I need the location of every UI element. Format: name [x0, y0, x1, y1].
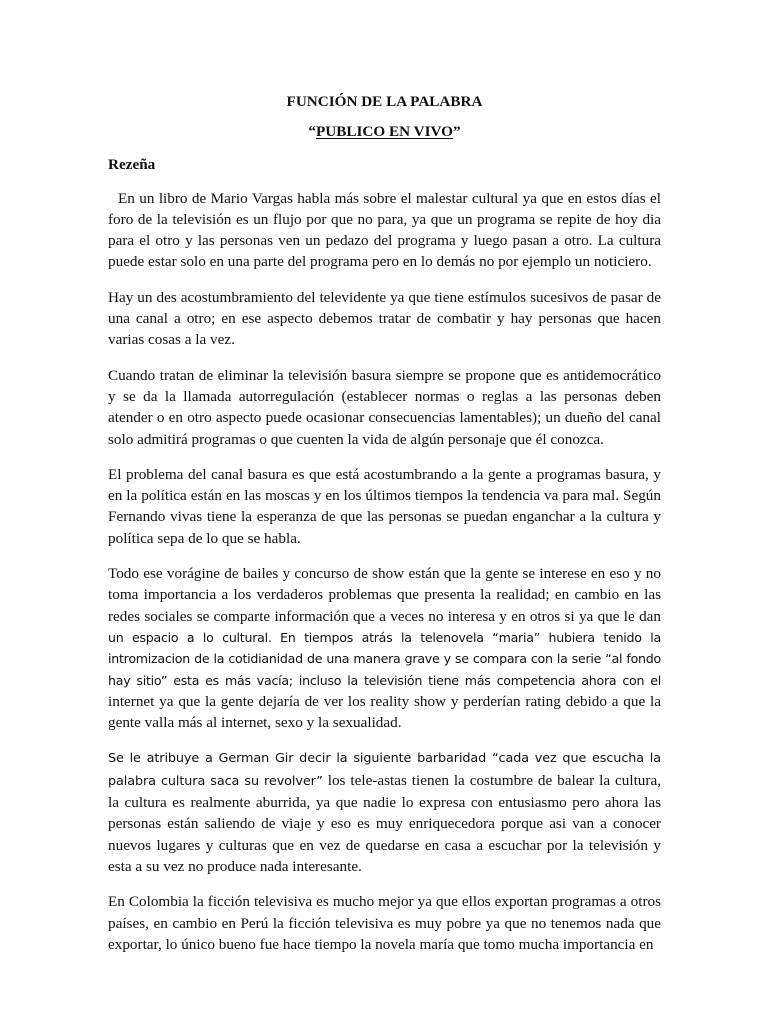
document-subtitle [108, 121, 661, 142]
paragraph-5-part-1: Todo ese vorágine de bailes y concurso de show están que la gente se interese en eso y no toma importancia a los verdaderos problemas que presenta la realidad; en cambio en las redes sociales se comparte información que a veces no interesa y en otros si ya que le dan [108, 565, 661, 625]
subtitle-text: PUBLICO EN VIVO [316, 123, 453, 140]
paragraph-3: Cuando tratan de eliminar la televisión basura siempre se propone que es antidemocrático y se da la llamada autorregulación (establecer normas o reglas a las personas deben atender o en otro aspecto puede ocasionar consecuencias lamentables); un dueño del canal solo admitirá programas o que cuenten la vida de algún personaje que él conozca. [108, 366, 661, 448]
paragraph-5 [108, 563, 661, 733]
paragraph-5-part-2: un espacio a lo cultural. En tiempos atrás la telenovela “maria” hubiera tenido la intromizacion de la cotidianidad de una manera grave y se compara con la serie “al fondo hay sitio” esta es más vacía; incluso la televisión tiene más competencia ahora con el [108, 629, 661, 688]
paragraph-7: En Colombia la ficción televisiva es mucho mejor ya que ellos exportan programas a otros países, en cambio en Perú la ficción televisiva es muy pobre ya que no tenemos nada que exportar, lo único bueno fue hace tiempo la novela maría que tomo mucha importancia en [108, 893, 661, 953]
paragraph-6-part-2: los tele-astas tienen la costumbre de balear la cultura, la cultura es realmente aburrida, ya que nadie lo expresa con entusiasmo pero ahora las personas están saliendo de viaje y eso es muy enriquecedora porque asi van a conocer nuevos lugares y culturas que en vez de quedarse en casa a escuchar por la televisión y esta a su vez no produce nada interesante. [108, 771, 661, 875]
paragraph-6-part-1: Se le atribuye a German Gir decir la siguiente barbaridad “cada vez que escucha la palabra cultura saca su revolver” [108, 751, 661, 789]
paragraph-1: En un libro de Mario Vargas habla más sobre el malestar cultural ya que en estos días el foro de la televisión es un flujo por que no para, ya que un programa se repite de hoy dia para el otro y las personas ven un pedazo del programa y luego pasan a otro. La cultura puede estar solo en una parte del programa pero en lo demás no por ejemplo un noticiero. [108, 189, 661, 271]
paragraph-5-part-3: internet ya que la gente dejaría de ver los reality show y perderían rating debido a que la gente valla más al internet, sexo y la sexualidad. [108, 692, 661, 732]
subtitle-close-quote: ” [452, 123, 461, 140]
document-title: FUNCIÓN DE LA PALABRA [286, 93, 483, 110]
paragraph-6 [108, 747, 661, 877]
paragraph-4: El problema del canal basura es que está acostumbrando a la gente a programas basura, y en la política están en las moscas y en los últimos tiempos la tendencia va para mal. Según Fernando vivas tiene la esperanza de que las personas se puedan enganchar a la cultura y política sepa de lo que se habla. [108, 465, 661, 547]
subtitle-open-quote: “ [308, 123, 316, 140]
section-heading: Rezeña [108, 156, 156, 174]
paragraph-2: Hay un des acostumbramiento del televidente ya que tiene estímulos sucesivos de pasar de una canal a otro; en ese aspecto debemos tratar de combatir y hay personas que hacen varias cosas a la vez. [108, 288, 661, 349]
